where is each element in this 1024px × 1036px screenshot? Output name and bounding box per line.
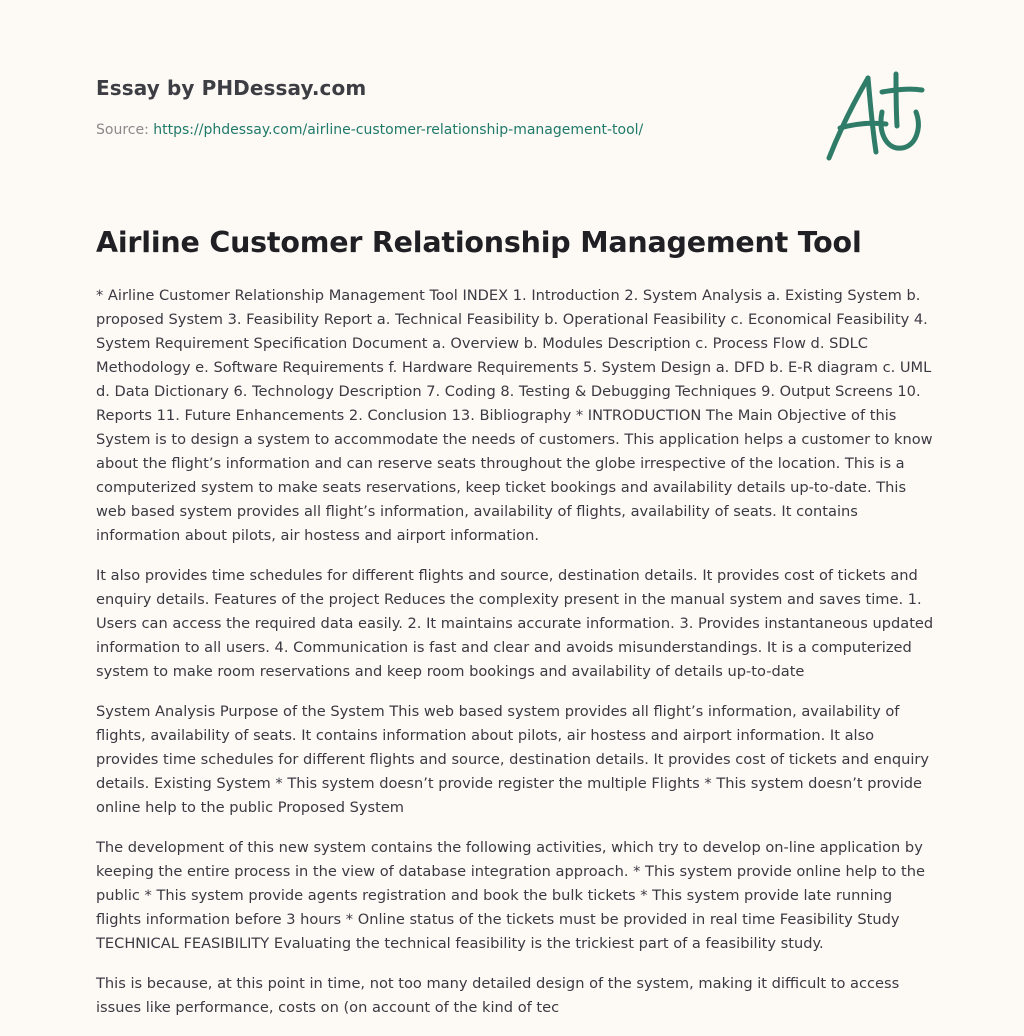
site-title: Essay by PHDessay.com xyxy=(96,76,367,100)
source-line xyxy=(96,122,796,138)
a-plus-logo-graphic xyxy=(822,68,926,164)
essay-paragraph: It also provides time schedules for different flights and source, destination details. It provides cost of tickets and enquiry details. Features of the project Reduces the complexity present in the manual system and saves time. 1. Users can access the required data easily. 2. It maintains accurate information. 3. Provides instantaneous updated information to all users. 4. Communication is fast and clear and avoids misunderstandings. It is a computerized system to make room reservations and keep room bookings and availability of details up-to-date xyxy=(96,567,934,680)
source-label: Source: xyxy=(96,122,154,138)
source-link[interactable]: https://phdessay.com/airline-customer-relationship-management-tool/ xyxy=(153,122,644,138)
essay-paragraph: The development of this new system contains the following activities, which try to develop on-line application by keeping the entire process in the view of database integration approach. * This system provide online help to the public * This system provide agents registration and book the bulk tickets * This system provide late running flights information before 3 hours * Online status of the tickets must be provided in real time Feasibility Study TECHNICAL FEASIBILITY Evaluating the technical feasibility is the trickiest part of a feasibility study. xyxy=(96,839,925,952)
page-header xyxy=(96,76,796,138)
essay-paragraph: * Airline Customer Relationship Management Tool INDEX 1. Introduction 2. System Analysis a. Existing System b. proposed System 3. Feasibility Report a. Technical Feasibility b. Operational Feasibility c. Economical Feasibility 4. System Requirement Specification Document a. Overview b. Modules Description c. Process Flow d. SDLC Methodology e. Software Requirements f. Hardware Requirements 5. System Design a. DFD b. E-R diagram c. UML d. Data Dictionary 6. Technology Description 7. Coding 8. Testing & Debugging Techniques 9. Output Screens 10. Reports 11. Future Enhancements 2. Conclusion 13. Bibliography * INTRODUCTION The Main Objective of this System is to design a system to accommodate the needs of customers. This application helps a customer to know about the flight’s information and can reserve seats throughout the globe irrespective of the location. This is a computerized system to make seats reservations, keep ticket bookings and availability details up-to-date. This web based system provides all flight’s information, availability of flights, availability of seats. It contains information about pilots, air hostess and airport information. xyxy=(96,287,933,544)
essay-paragraph: System Analysis Purpose of the System This web based system provides all flight’s information, availability of flights, availability of seats. It contains information about pilots, air hostess and airport information. It also provides time schedules for different flights and source, destination details. It provides cost of tickets and enquiry details. Existing System * This system doesn’t provide register the multiple Flights * This system doesn’t provide online help to the public Proposed System xyxy=(96,703,930,816)
a-plus-logo-icon xyxy=(822,68,926,164)
essay-body xyxy=(96,284,936,1036)
essay-title: Airline Customer Relationship Management Tool xyxy=(96,226,862,259)
essay-paragraph: This is because, at this point in time, not too many detailed design of the system, making it difficult to access issues like performance, costs on (on account of the kind of tec xyxy=(96,975,900,1016)
